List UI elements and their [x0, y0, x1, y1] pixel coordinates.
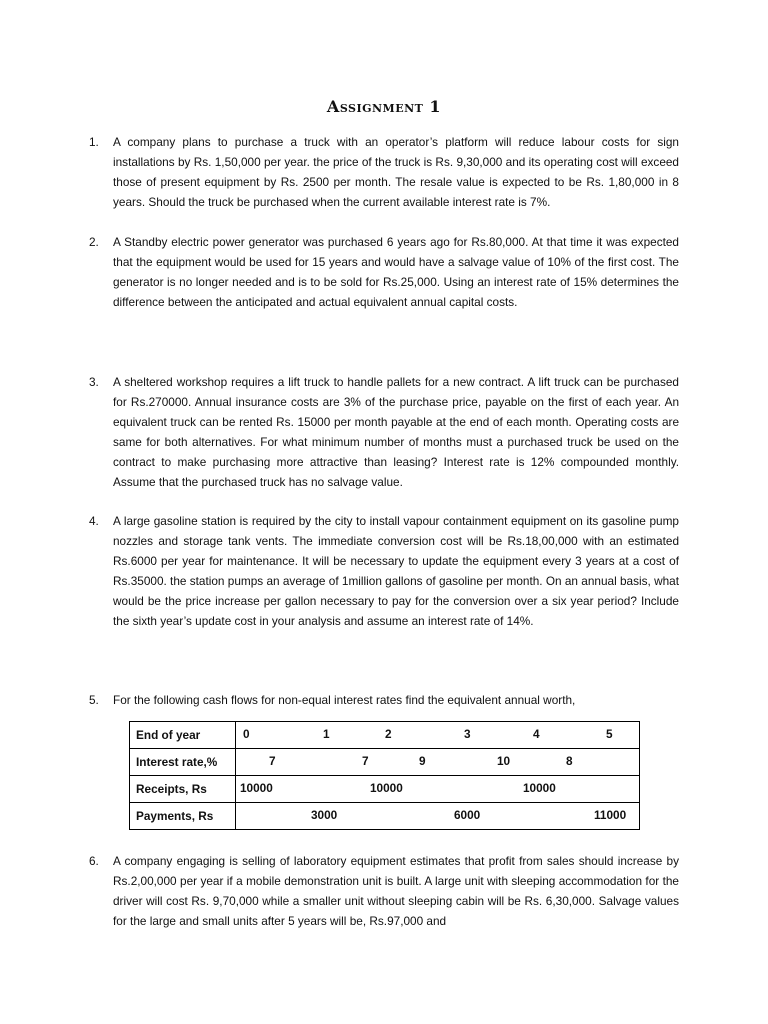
question-5	[89, 690, 679, 710]
question-text: A company engaging is selling of laboratory equipment estimates that profit from sales should increase by Rs.2,00,000 per year if a mobile demonstration unit is built. A large unit with sleeping accommodation for the driver will cost Rs. 9,70,000 while a smaller unit without sleeping cabin will be Rs. 6,30,000. Salvage values for the large and small units after 5 years will be, Rs.97,000 and	[113, 854, 679, 928]
row-label: Interest rate,%	[130, 749, 236, 776]
table-row-payments	[130, 803, 640, 830]
question-4	[89, 511, 679, 631]
receipt-cell: 10000	[370, 781, 403, 795]
row-values	[236, 722, 640, 749]
question-text: A large gasoline station is required by the city to install vapour containment equipment on its gasoline pump nozzles and storage tank vents. The immediate conversion cost will be Rs.18,00,000 with an estimated Rs.6000 per year for maintenance. It will be necessary to update the equipment every 3 years at a cost of Rs.35000. the station pumps an average of 1million gallons of gasoline per month. On an annual basis, what would be the price increase per gallon necessary to pay for the conversion over a six year period? Include the sixth year’s update cost in your analysis and assume an interest rate of 14%.	[113, 514, 679, 628]
table-row-interest-rate	[130, 749, 640, 776]
row-label: Payments, Rs	[130, 803, 236, 830]
rate-cell: 9	[419, 754, 426, 768]
question-text: A sheltered workshop requires a lift truck to handle pallets for a new contract. A lift truck can be purchased for Rs.270000. Annual insurance costs are 3% of the purchase price, payable on the first of each year. An equivalent truck can be rented Rs. 15000 per month payable at the end of each month. Operating costs are same for both alternatives. For what minimum number of months must a purchased truck be used on the contract to make purchasing more attractive than leasing? Interest rate is 12% compounded monthly. Assume that the purchased truck has no salvage value.	[113, 375, 679, 489]
question-number: 1.	[89, 135, 99, 149]
year-cell: 3	[464, 727, 471, 741]
payment-cell: 6000	[454, 808, 481, 822]
rate-cell: 8	[566, 754, 573, 768]
payment-cell: 11000	[594, 808, 627, 822]
year-cell: 4	[533, 727, 540, 741]
table-row-receipts	[130, 776, 640, 803]
question-6	[89, 851, 679, 931]
row-values	[236, 776, 640, 803]
row-values	[236, 803, 640, 830]
payment-cell: 3000	[311, 808, 338, 822]
question-number: 2.	[89, 235, 99, 249]
question-1	[89, 132, 679, 212]
receipt-cell: 10000	[523, 781, 556, 795]
cash-flow-table	[129, 721, 640, 830]
question-text: A Standby electric power generator was purchased 6 years ago for Rs.80,000. At that time it was expected that the equipment would be used for 15 years and would have a salvage value of 10% of the first cost. The generator is no longer needed and is to be sold for Rs.25,000. Using an interest rate of 15% determines the difference between the anticipated and actual equivalent annual capital costs.	[113, 235, 679, 309]
question-text: For the following cash flows for non-equal interest rates find the equivalent annual worth,	[113, 693, 576, 707]
rate-cell: 7	[269, 754, 276, 768]
receipt-cell: 10000	[240, 781, 273, 795]
page-title: Assignment 1	[326, 97, 442, 116]
row-label: End of year	[130, 722, 236, 749]
question-number: 4.	[89, 514, 99, 528]
year-cell: 1	[323, 727, 330, 741]
year-cell: 5	[606, 727, 613, 741]
year-cell: 0	[243, 727, 250, 741]
question-number: 6.	[89, 854, 99, 868]
year-cell: 2	[385, 727, 392, 741]
rate-cell: 7	[362, 754, 369, 768]
row-values	[236, 749, 640, 776]
question-text: A company plans to purchase a truck with an operator’s platform will reduce labour costs for sign installations by Rs. 1,50,000 per year. the price of the truck is Rs. 9,30,000 and its operating cost will exceed those of present equipment by Rs. 2500 per month. The resale value is expected to be Rs. 1,80,000 in 8 years. Should the truck be purchased when the current available interest rate is 7%.	[113, 135, 679, 209]
question-2	[89, 232, 679, 312]
question-3	[89, 372, 679, 492]
table-row-end-of-year	[130, 722, 640, 749]
rate-cell: 10	[497, 754, 511, 768]
question-number: 3.	[89, 375, 99, 389]
row-label: Receipts, Rs	[130, 776, 236, 803]
question-number: 5.	[89, 693, 99, 707]
